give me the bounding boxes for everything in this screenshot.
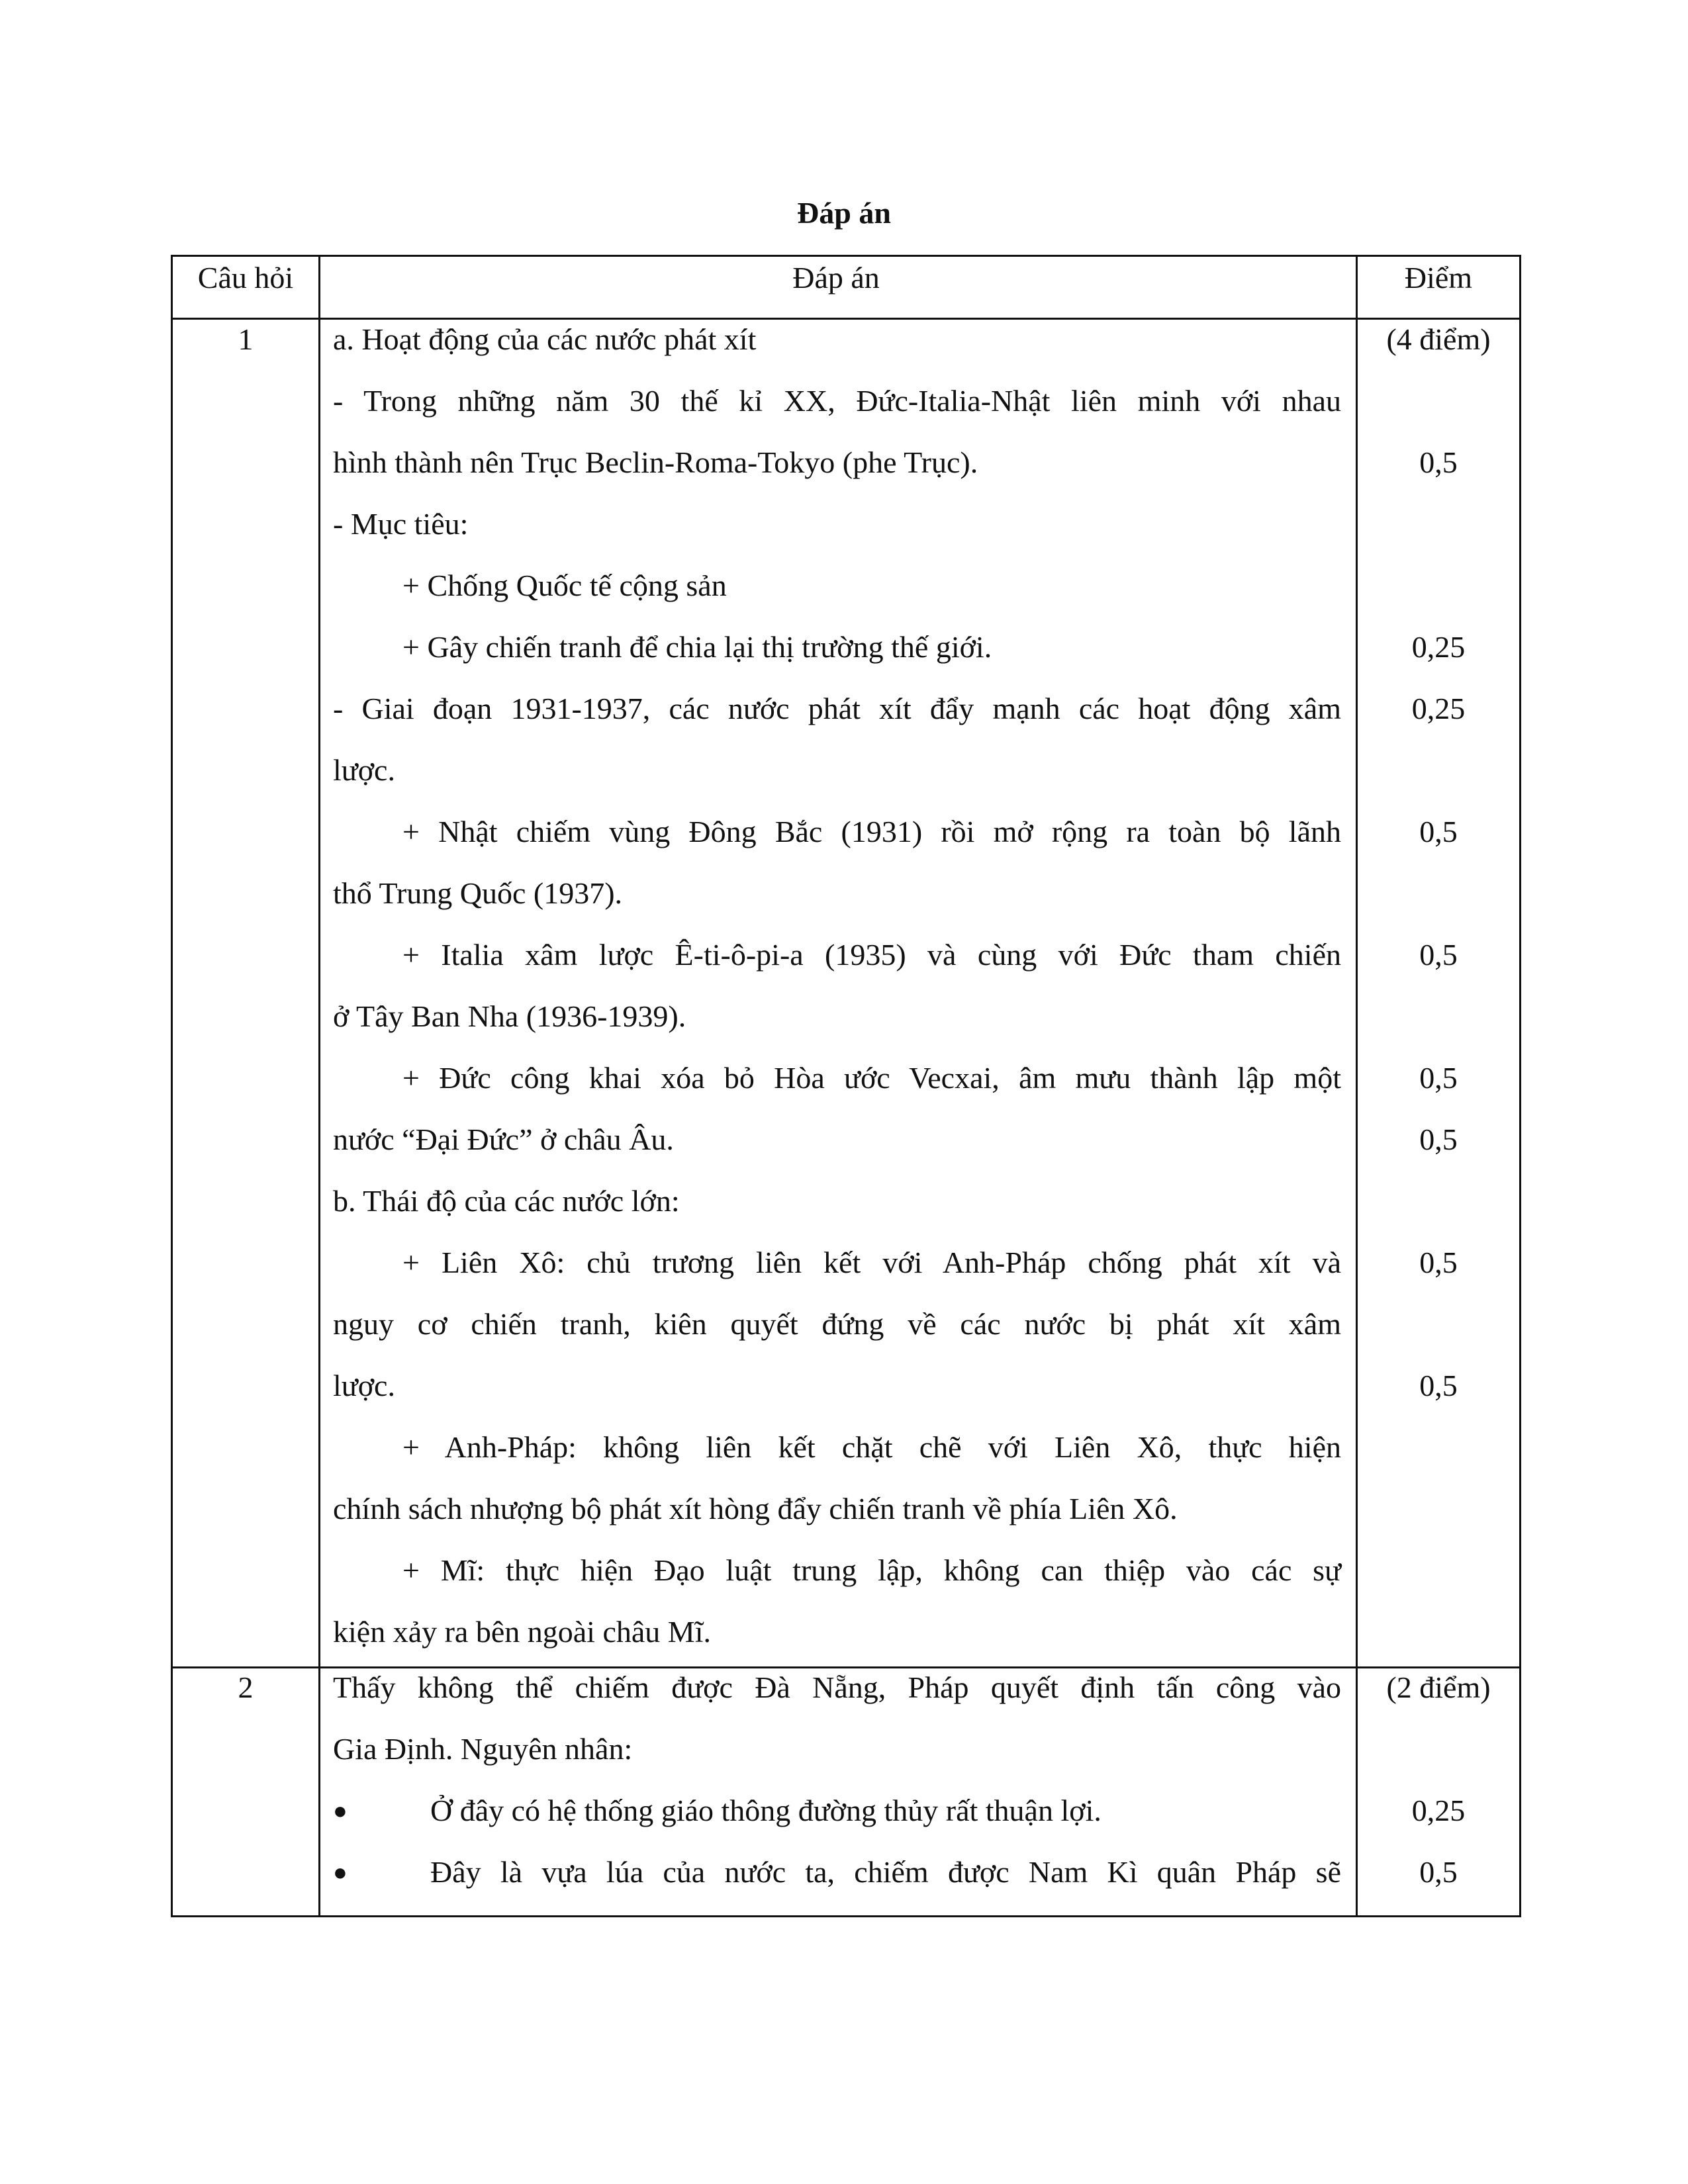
header-question: Câu hỏi bbox=[197, 261, 294, 295]
answer-line: + Mĩ: thực hiện Đạo luật trung lập, không can thiệp vào các sự bbox=[402, 1553, 1341, 1587]
answer-line: lược. bbox=[333, 753, 395, 787]
answer-line: + Italia xâm lược Ê-ti-ô-pi-a (1935) và cùng với Đức tham chiến bbox=[402, 938, 1341, 972]
answer-line: b. Thái độ của các nước lớn: bbox=[333, 1184, 680, 1218]
answer-line: ở Tây Ban Nha (1936-1939). bbox=[333, 999, 686, 1033]
answer-line: thổ Trung Quốc (1937). bbox=[333, 876, 623, 910]
answer-line: Gia Định. Nguyên nhân: bbox=[333, 1732, 633, 1766]
bullet-icon: ● bbox=[333, 1797, 348, 1824]
answer-line: + Đức công khai xóa bỏ Hòa ước Vecxai, âm mưu thành lập một bbox=[402, 1061, 1341, 1095]
header-score: Điểm bbox=[1404, 261, 1473, 295]
answer-line: + Gây chiến tranh để chia lại thị trường thế giới. bbox=[402, 630, 992, 664]
bullet-icon: ● bbox=[333, 1859, 348, 1886]
answer-line: kiện xảy ra bên ngoài châu Mĩ. bbox=[333, 1615, 711, 1649]
question-number: 1 bbox=[238, 322, 254, 356]
header-answer: Đáp án bbox=[792, 261, 880, 295]
score-cell: 0,25 bbox=[1411, 1794, 1466, 1827]
score-cell: 0,5 bbox=[1419, 445, 1458, 479]
answer-line: Ở đây có hệ thống giáo thông đường thủy rất thuận lợi. bbox=[430, 1794, 1102, 1827]
answer-line: + Anh-Pháp: không liên kết chặt chẽ với Liên Xô, thực hiện bbox=[402, 1430, 1341, 1464]
answer-line: Đây là vựa lúa của nước ta, chiếm được Nam Kì quân Pháp sẽ bbox=[430, 1855, 1341, 1889]
score-cell: 0,5 bbox=[1419, 1061, 1458, 1095]
answer-line: chính sách nhượng bộ phát xít hòng đẩy chiến tranh về phía Liên Xô. bbox=[333, 1492, 1178, 1525]
score-cell: 0,5 bbox=[1419, 938, 1458, 972]
answer-line: - Giai đoạn 1931-1937, các nước phát xít đẩy mạnh các hoạt động xâm bbox=[333, 692, 1341, 725]
answer-line: nguy cơ chiến tranh, kiên quyết đứng về các nước bị phát xít xâm bbox=[333, 1307, 1341, 1341]
answer-line: - Trong những năm 30 thế kỉ XX, Đức-Italia-Nhật liên minh với nhau bbox=[333, 384, 1341, 418]
question-total-score: (2 điểm) bbox=[1386, 1670, 1491, 1704]
score-cell: 0,5 bbox=[1419, 815, 1458, 848]
score-cell: 0,5 bbox=[1419, 1855, 1458, 1889]
question-total-score: (4 điểm) bbox=[1386, 322, 1491, 356]
page-title: Đáp án bbox=[797, 196, 891, 230]
score-cell: 0,25 bbox=[1411, 692, 1466, 725]
score-cell: 0,5 bbox=[1419, 1369, 1458, 1402]
answer-line: nước “Đại Đức” ở châu Âu. bbox=[333, 1122, 674, 1156]
answer-line: a. Hoạt động của các nước phát xít bbox=[333, 322, 757, 356]
answer-line: + Chống Quốc tế cộng sản bbox=[402, 569, 727, 602]
answer-line: - Mục tiêu: bbox=[333, 507, 469, 541]
answer-line: + Liên Xô: chủ trương liên kết với Anh-Pháp chống phát xít và bbox=[402, 1246, 1341, 1279]
score-cell: 0,25 bbox=[1411, 630, 1466, 664]
answer-line: Thấy không thể chiếm được Đà Nẵng, Pháp quyết định tấn công vào bbox=[333, 1670, 1341, 1704]
score-cell: 0,5 bbox=[1419, 1122, 1458, 1156]
question-number: 2 bbox=[238, 1670, 254, 1704]
answer-line: hình thành nên Trục Beclin-Roma-Tokyo (phe Trục). bbox=[333, 445, 978, 479]
answer-line: + Nhật chiếm vùng Đông Bắc (1931) rồi mở rộng ra toàn bộ lãnh bbox=[402, 815, 1341, 848]
score-cell: 0,5 bbox=[1419, 1246, 1458, 1279]
answer-line: lược. bbox=[333, 1369, 395, 1402]
